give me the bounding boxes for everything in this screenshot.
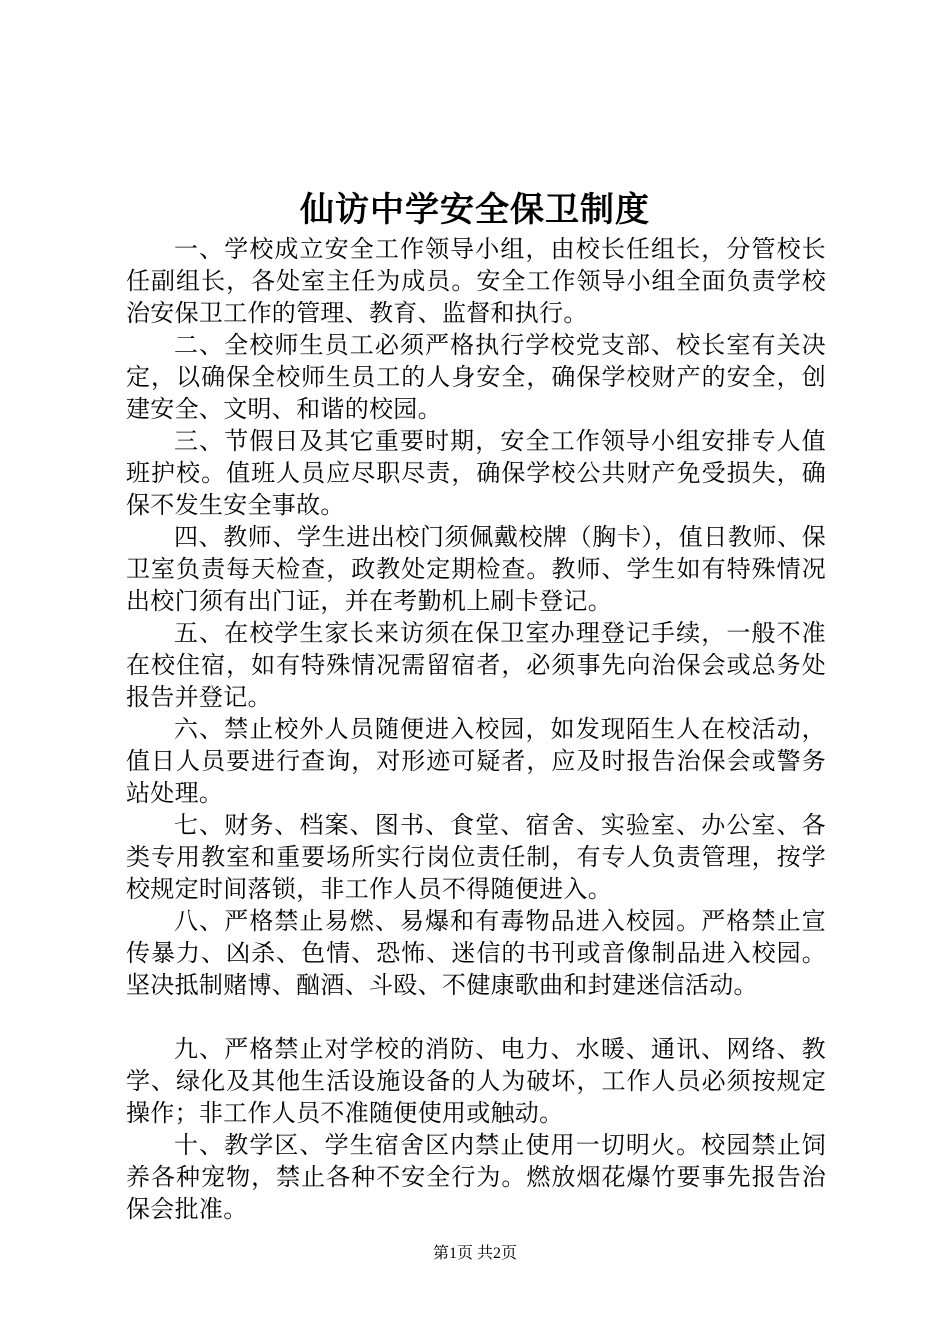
- document-body: [126, 233, 826, 1225]
- clause-7: 七、财务、档案、图书、食堂、宿舍、实验室、办公室、各类专用教室和重要场所实行岗位责任制，有专人负责管理，按学校规定时间落锁，非工作人员不得随便进入。: [126, 811, 826, 903]
- clause-4: 四、教师、学生进出校门须佩戴校牌（胸卡），值日教师、保卫室负责每天检查，政教处定期检查。教师、学生如有特殊情况出校门须有出门证，并在考勤机上刷卡登记。: [126, 523, 826, 615]
- clause-10: 十、教学区、学生宿舍区内禁止使用一切明火。校园禁止饲养各种宠物，禁止各种不安全行为。燃放烟花爆竹要事先报告治保会批准。: [126, 1131, 826, 1223]
- clause-5: 五、在校学生家长来访须在保卫室办理登记手续，一般不准在校住宿，如有特殊情况需留宿者，必须事先向治保会或总务处报告并登记。: [126, 619, 826, 711]
- clause-1: 一、学校成立安全工作领导小组，由校长任组长，分管校长任副组长，各处室主任为成员。安全工作领导小组全面负责学校治安保卫工作的管理、教育、监督和执行。: [126, 235, 826, 327]
- page-title: 仙访中学安全保卫制度: [300, 190, 650, 230]
- clause-2: 二、全校师生员工必须严格执行学校党支部、校长室有关决定，以确保全校师生员工的人身安全，确保学校财产的安全，创建安全、文明、和谐的校园。: [126, 331, 826, 423]
- clause-9: 九、严格禁止对学校的消防、电力、水暖、通讯、网络、教学、绿化及其他生活设施设备的人为破坏，工作人员必须按规定操作；非工作人员不准随便使用或触动。: [126, 1035, 826, 1127]
- clause-3: 三、节假日及其它重要时期，安全工作领导小组安排专人值班护校。值班人员应尽职尽责，确保学校公共财产免受损失，确保不发生安全事故。: [126, 427, 826, 519]
- page-number-footer: 第1页 共2页: [432, 1245, 517, 1262]
- clause-8: 八、严格禁止易燃、易爆和有毒物品进入校园。严格禁止宣传暴力、凶杀、色情、恐怖、迷信的书刊或音像制品进入校园。坚决抵制赌博、酗酒、斗殴、不健康歌曲和封建迷信活动。: [126, 907, 826, 999]
- clause-6: 六、禁止校外人员随便进入校园，如发现陌生人在校活动，值日人员要进行查询，对形迹可疑者，应及时报告治保会或警务站处理。: [126, 715, 826, 807]
